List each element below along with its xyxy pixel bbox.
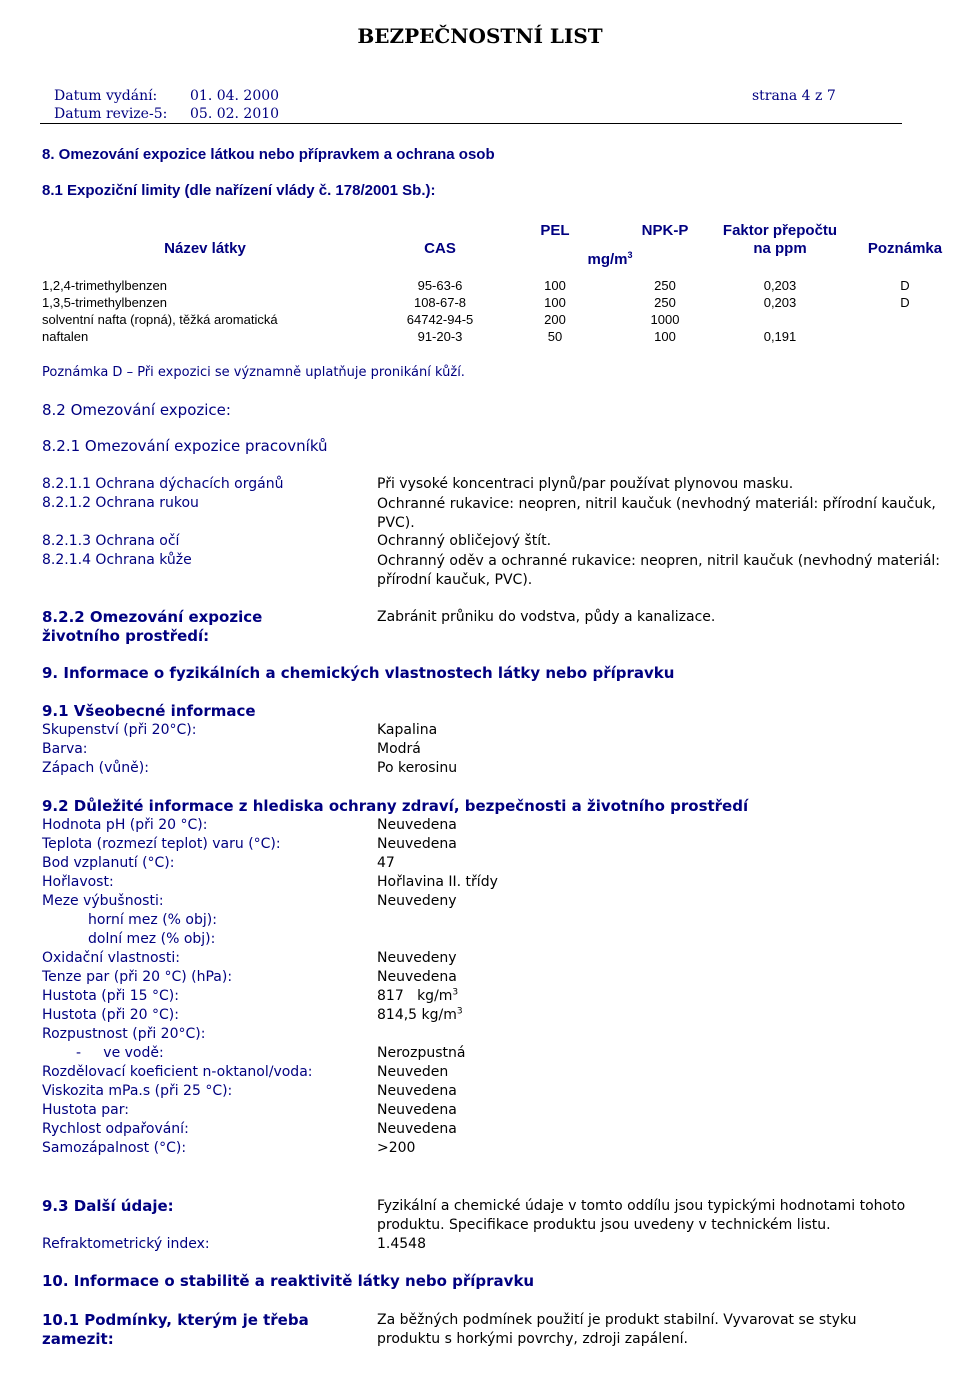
- row-npk: 250: [654, 295, 676, 310]
- property-value: Neuvedena: [377, 1083, 457, 1099]
- section-8-2-1-title: 8.2.1 Omezování expozice pracovníků: [42, 437, 328, 455]
- col-note-header: Poznámka: [867, 240, 943, 257]
- property-label: Barva:: [42, 741, 88, 757]
- property-value: Neuvedena: [377, 1102, 457, 1118]
- row-npk: 1000: [650, 312, 680, 327]
- section-8-title: 8. Omezování expozice látkou nebo přípravkem a ochrana osob: [42, 146, 495, 163]
- protection-label: 8.2.1.1 Ochrana dýchacích orgánů: [42, 476, 284, 492]
- section-10-1-title: 10.1 Podmínky, kterým je třeba zamezit:: [42, 1311, 309, 1348]
- header-divider: [40, 123, 902, 124]
- col-cas-header: CAS: [424, 240, 456, 257]
- row-factor: 0,203: [763, 295, 797, 310]
- section-9-2-title: 9.2 Důležité informace z hlediska ochrany zdraví, bezpečnosti a životního prostředí: [42, 797, 749, 815]
- row-npk: 100: [654, 329, 676, 344]
- section-9-title: 9. Informace o fyzikálních a chemických vlastnostech látky nebo přípravku: [42, 664, 675, 682]
- col-pel-header: PEL: [540, 222, 570, 239]
- col-factor-header-2: na ppm: [753, 240, 807, 257]
- property-value: Neuvedena: [377, 1121, 457, 1137]
- property-label: Rozdělovací koeficient n-oktanol/voda:: [42, 1064, 313, 1080]
- section-9-3-text: Fyzikální a chemické údaje v tomto oddílu jsou typickými hodnotami tohoto produktu. Specifikace produktu jsou uvedeny v technickém listu.: [377, 1198, 906, 1233]
- page-info: strana 4 z 7: [752, 88, 836, 104]
- property-value: Neuvedena: [377, 817, 457, 833]
- property-label: Hodnota pH (při 20 °C):: [42, 817, 208, 833]
- row-note: D: [900, 295, 910, 310]
- protection-label: 8.2.1.3 Ochrana očí: [42, 533, 180, 549]
- section-10-title: 10. Informace o stabilitě a reaktivitě látky nebo přípravku: [42, 1272, 535, 1290]
- row-cas: 91-20-3: [417, 329, 463, 344]
- property-label: dolní mez (% obj):: [88, 931, 216, 947]
- row-factor: 0,203: [763, 278, 797, 293]
- property-value: Neuvedeny: [377, 950, 457, 966]
- property-value: Neuvedeny: [377, 893, 457, 909]
- section-9-3-title: 9.3 Další údaje:: [42, 1197, 174, 1215]
- row-pel: 100: [544, 295, 566, 310]
- row-pel: 200: [544, 312, 566, 327]
- property-value: >200: [377, 1140, 416, 1156]
- section-8-2-title: 8.2 Omezování expozice:: [42, 401, 231, 419]
- property-value: Neuvedena: [377, 969, 457, 985]
- property-label: Hořlavost:: [42, 874, 114, 890]
- protection-value: Při vysoké koncentraci plynů/par používat plynovou masku.: [377, 476, 794, 492]
- issue-date-label: Datum vydání:: [54, 88, 158, 104]
- property-label: - ve vodě:: [76, 1045, 164, 1061]
- property-value: Kapalina: [377, 722, 438, 738]
- property-value: 817 $kg/m^3$: [377, 987, 459, 1004]
- refractive-index-value: 1.4548: [377, 1236, 426, 1252]
- row-note: D: [900, 278, 910, 293]
- refractive-index-label: Refraktometrický index:: [42, 1236, 210, 1252]
- property-label: Hustota par:: [42, 1102, 129, 1118]
- property-label: Rozpustnost (při 20°C):: [42, 1026, 206, 1042]
- property-value: Neuveden: [377, 1064, 449, 1080]
- section-9-1-title: 9.1 Všeobecné informace: [42, 702, 256, 720]
- row-cas: 108-67-8: [413, 295, 467, 310]
- col-name-header: Název látky: [164, 240, 246, 257]
- col-unit-header: $mg/m^3$: [587, 250, 633, 268]
- property-label: Meze výbušnosti:: [42, 893, 164, 909]
- protection-value: Ochranný oděv a ochranné rukavice: neopren, nitril kaučuk (nevhodný materiál: přírodní kaučuk, PVC).: [377, 553, 941, 588]
- protection-label: 8.2.1.4 Ochrana kůže: [42, 552, 192, 568]
- protection-label: 8.2.1.2 Ochrana rukou: [42, 495, 199, 511]
- row-npk: 250: [654, 278, 676, 293]
- revision-date-label: Datum revize-5:: [54, 106, 168, 122]
- property-label: Tenze par (při 20 °C) (hPa):: [42, 969, 233, 985]
- row-factor: 0,191: [763, 329, 797, 344]
- property-label: Skupenství (při 20°C):: [42, 722, 197, 738]
- section-8-1-title: 8.1 Expoziční limity (dle nařízení vlády č. 178/2001 Sb.):: [42, 182, 436, 199]
- row-pel: 50: [547, 329, 563, 344]
- property-label: Hustota (při 20 °C):: [42, 1007, 179, 1023]
- property-value: Hořlavina II. třídy: [377, 874, 498, 890]
- property-label: Viskozita mPa.s (při 25 °C):: [42, 1083, 233, 1099]
- property-value: Neuvedena: [377, 836, 457, 852]
- col-factor-header-1: Faktor přepočtu: [722, 222, 838, 239]
- property-value: Po kerosinu: [377, 760, 458, 776]
- property-label: Zápach (vůně):: [42, 760, 149, 776]
- property-value: 47: [377, 855, 395, 871]
- property-label: Hustota (při 15 °C):: [42, 988, 179, 1004]
- row-substance-name: solventní nafta (ropná), těžká aromatická: [42, 312, 278, 327]
- row-substance-name: 1,3,5-trimethylbenzen: [42, 295, 168, 310]
- note-d: Poznámka D – Při expozici se významně uplatňuje pronikání kůží.: [42, 365, 465, 380]
- property-label: Oxidační vlastnosti:: [42, 950, 180, 966]
- protection-value: Ochranný obličejový štít.: [377, 533, 552, 549]
- env-exposure-value: Zabránit průniku do vodstva, půdy a kanalizace.: [377, 609, 716, 625]
- row-substance-name: 1,2,4-trimethylbenzen: [42, 278, 168, 293]
- env-exposure-label: 8.2.2 Omezování expozice životního prostředí:: [42, 608, 263, 645]
- property-label: Rychlost odpařování:: [42, 1121, 189, 1137]
- section-10-1-text: Za běžných podmínek použití je produkt stabilní. Vyvarovat se styku produktu s horkými povrchy, zdroji zapálení.: [377, 1312, 857, 1347]
- property-label: horní mez (% obj):: [88, 912, 217, 928]
- property-value: Modrá: [377, 741, 421, 757]
- property-value: Nerozpustná: [377, 1045, 466, 1061]
- row-substance-name: naftalen: [42, 329, 89, 344]
- row-pel: 100: [544, 278, 566, 293]
- revision-date: 05. 02. 2010: [190, 106, 280, 122]
- issue-date: 01. 04. 2000: [190, 88, 280, 104]
- property-label: Bod vzplanutí (°C):: [42, 855, 175, 871]
- property-value: 814,5 $kg/m^3$: [377, 1006, 463, 1023]
- property-label: Samozápalnost (°C):: [42, 1140, 187, 1156]
- document-title: BEZPEČNOSTNÍ LIST: [357, 24, 603, 48]
- row-cas: 64742-94-5: [406, 312, 474, 327]
- property-label: Teplota (rozmezí teplot) varu (°C):: [42, 836, 281, 852]
- protection-value: Ochranné rukavice: neopren, nitril kaučuk (nevhodný materiál: přírodní kaučuk, PVC).: [377, 496, 936, 531]
- row-cas: 95-63-6: [417, 278, 463, 293]
- col-npk-header: NPK-P: [641, 222, 689, 239]
